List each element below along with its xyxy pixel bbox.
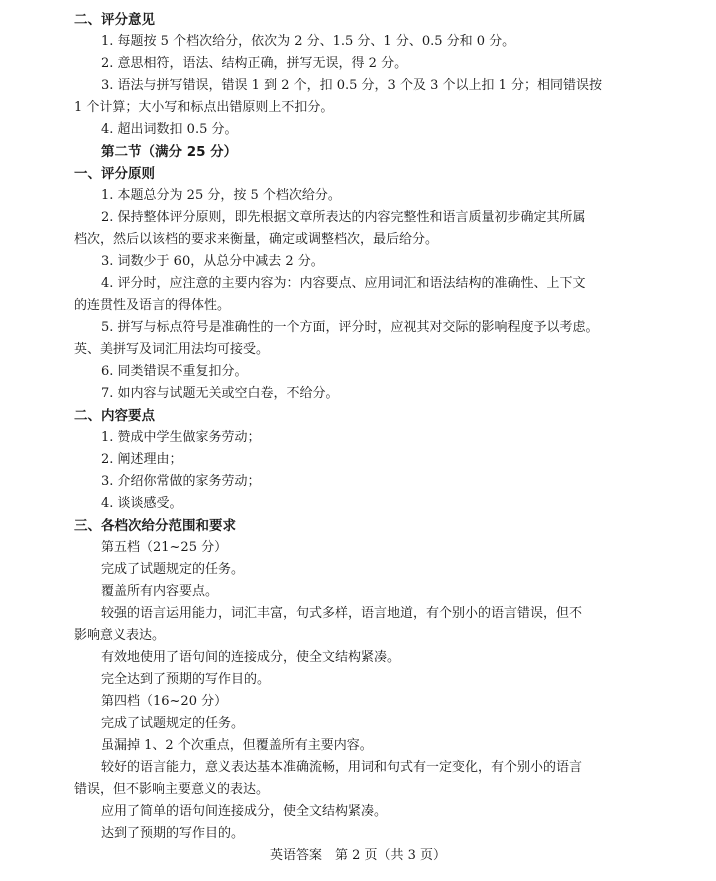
section-heading-principles: 一、评分原则	[74, 166, 155, 182]
principle-4-cont: 的连贯性及语言的得体性。	[74, 298, 231, 313]
principle-6: 6. 同类错误不重复扣分。	[101, 364, 248, 379]
content-point-4: 4. 谈谈感受。	[101, 496, 183, 511]
grade-four-req-3-cont: 错误，但不影响主要意义的表达。	[74, 782, 270, 797]
section-heading-content-points: 二、内容要点	[74, 408, 155, 424]
scoring-rule-3: 3. 语法与拼写错误，错误 1 到 2 个，扣 0.5 分，3 个及 3 个以上扣 1 分；相同错误按	[101, 78, 603, 93]
part-two-title: 第二节（满分 25 分）	[101, 144, 238, 160]
principle-4: 4. 评分时，应注意的主要内容为：内容要点、应用词汇和语法结构的准确性、上下文	[101, 276, 586, 291]
principle-3: 3. 词数少于 60，从总分中减去 2 分。	[101, 254, 324, 269]
grade-five-req-3: 较强的语言运用能力，词汇丰富，句式多样，语言地道，有个别小的语言错误，但不	[101, 606, 583, 621]
grade-four-req-3: 较好的语言能力，意义表达基本准确流畅，用词和句式有一定变化，有个别小的语言	[101, 760, 583, 775]
grade-five-title: 第五档（21~25 分）	[101, 540, 228, 555]
grade-five-req-5: 完全达到了预期的写作目的。	[101, 672, 271, 687]
scoring-rule-1: 1. 每题按 5 个档次给分，依次为 2 分、1.5 分、1 分、0.5 分和 0 分。	[101, 34, 516, 49]
grade-five-req-3-cont: 影响意义表达。	[74, 628, 166, 643]
principle-5: 5. 拼写与标点符号是准确性的一个方面，评分时，应视其对交际的影响程度予以考虑。	[101, 320, 599, 335]
principle-5-cont: 英、美拼写及词汇用法均可接受。	[74, 342, 270, 357]
grade-five-req-2: 覆盖所有内容要点。	[101, 584, 219, 599]
grade-four-req-2: 虽漏掉 1、2 个次重点，但覆盖所有主要内容。	[101, 738, 373, 753]
content-point-1: 1. 赞成中学生做家务劳动；	[101, 430, 261, 445]
content-point-2: 2. 阐述理由；	[101, 452, 183, 467]
section-heading-scoring-opinion: 二、评分意见	[74, 12, 155, 28]
principle-7: 7. 如内容与试题无关或空白卷，不给分。	[101, 386, 339, 401]
principle-1: 1. 本题总分为 25 分，按 5 个档次给分。	[101, 188, 341, 203]
grade-four-req-4: 应用了简单的语句间连接成分，使全文结构紧凑。	[101, 804, 388, 819]
grade-four-title: 第四档（16~20 分）	[101, 694, 228, 709]
grade-five-req-4: 有效地使用了语句间的连接成分，使全文结构紧凑。	[101, 650, 401, 665]
scoring-rule-4: 4. 超出词数扣 0.5 分。	[101, 122, 238, 137]
content-point-3: 3. 介绍你常做的家务劳动；	[101, 474, 261, 489]
grade-four-req-1: 完成了试题规定的任务。	[101, 716, 245, 731]
page-footer: 英语答案 第 2 页（共 3 页）	[269, 848, 447, 863]
section-heading-grade-levels: 三、各档次给分范围和要求	[74, 518, 236, 534]
principle-2: 2. 保持整体评分原则，即先根据文章所表达的内容完整性和语言质量初步确定其所属	[101, 210, 586, 225]
principle-2-cont: 档次，然后以该档的要求来衡量，确定或调整档次，最后给分。	[74, 232, 439, 247]
scoring-rule-3-cont: 1 个计算；大小写和标点出错原则上不扣分。	[74, 100, 334, 115]
grade-five-req-1: 完成了试题规定的任务。	[101, 562, 245, 577]
grade-four-req-5: 达到了预期的写作目的。	[101, 826, 245, 841]
scoring-rule-2: 2. 意思相符，语法、结构正确，拼写无误，得 2 分。	[101, 56, 408, 71]
